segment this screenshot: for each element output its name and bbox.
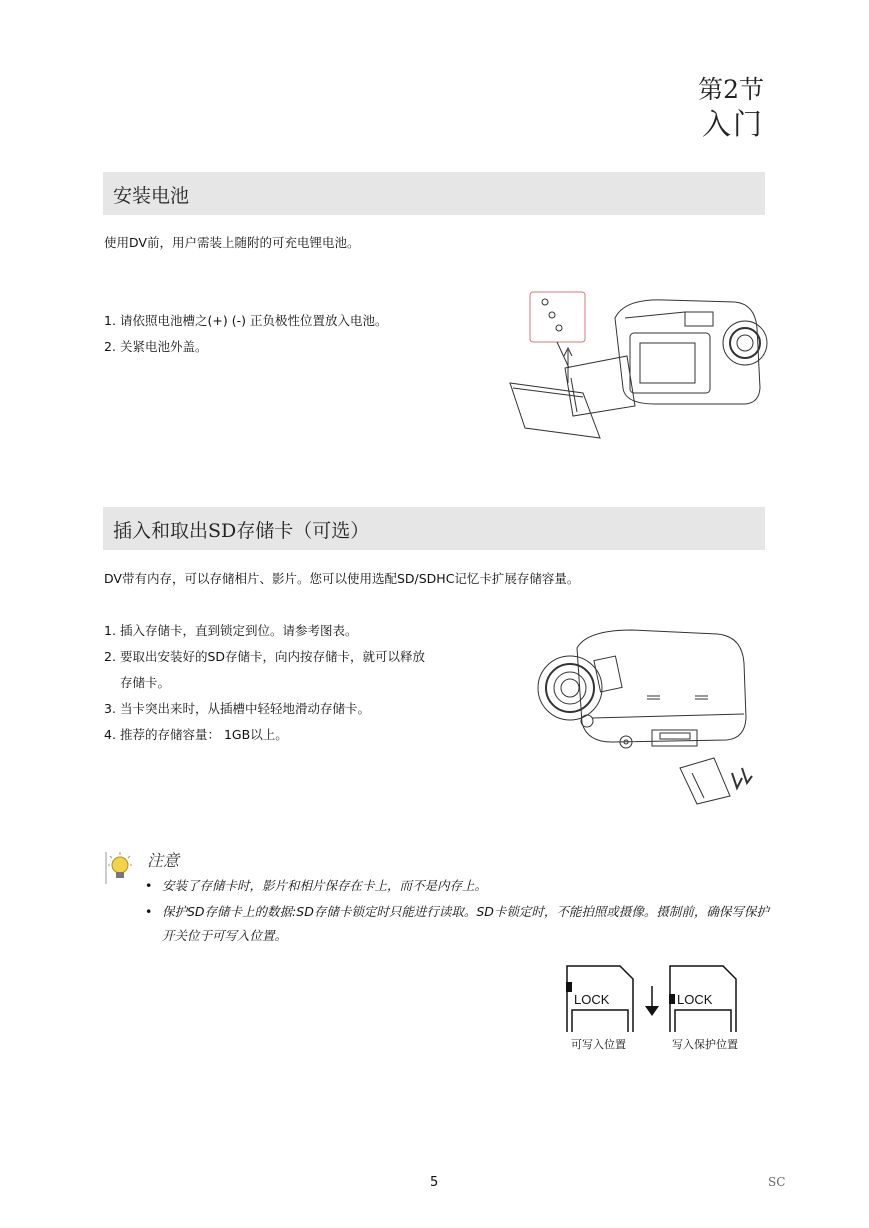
lock-label-writable: LOCK: [574, 992, 610, 1007]
chapter-header: [698, 74, 764, 142]
list-item: • 安装了存储卡时，影片和相片保存在卡上，而不是内存上。: [145, 878, 488, 893]
battery-intro: 使用DV前，用户需装上随附的可充电锂电池。: [104, 235, 360, 250]
sd-steps: [104, 618, 425, 748]
battery-steps: [104, 308, 387, 360]
caption-writable: 可写入位置: [571, 1038, 626, 1051]
chapter-title: 入门: [701, 107, 764, 141]
section-heading-text: 插入和取出SD存储卡（可选）: [113, 520, 370, 542]
sd-lock-switch-figure: [560, 962, 750, 1037]
battery-install-illustration: [505, 288, 770, 446]
list-item: 2. 要取出安装好的SD存储卡，向内按存储卡，就可以释放: [104, 649, 426, 664]
lock-label-protected: LOCK: [677, 992, 713, 1007]
section-heading-text: 安装电池: [113, 185, 190, 207]
list-item: 1. 插入存储卡，直到锁定到位。请参考图表。: [104, 623, 358, 638]
section-heading-battery: [103, 172, 765, 215]
list-item: 2. 关紧电池外盖。: [104, 339, 208, 354]
page-number: 5: [430, 1175, 439, 1190]
language-code: SC: [768, 1175, 786, 1189]
section-heading-sd-card: [103, 507, 765, 550]
note-title: 注意: [147, 851, 180, 870]
caption-protected: 写入保护位置: [672, 1038, 738, 1051]
list-item: • 保护SD存储卡上的数据:SD存储卡锁定时只能进行读取。SD卡锁定时，不能拍照或摄像。摄制前，确保写保护开关位于可写入位置。: [145, 904, 769, 943]
sd-card-insert-illustration: [532, 618, 762, 808]
sd-intro: DV带有内存，可以存储相片、影片。您可以使用选配SD/SDHC记忆卡扩展存储容量。: [104, 571, 580, 586]
list-item: 存储卡。: [120, 675, 171, 690]
note-list: [145, 874, 770, 950]
list-item: 4. 推荐的存储容量： 1GB以上。: [104, 727, 288, 742]
list-item: 3. 当卡突出来时，从插槽中轻轻地滑动存储卡。: [104, 701, 371, 716]
lightbulb-icon: [103, 851, 137, 885]
list-item: 1. 请依照电池槽之(+) (-) 正负极性位置放入电池。: [104, 313, 388, 328]
chapter-number: 第2节: [698, 75, 764, 104]
